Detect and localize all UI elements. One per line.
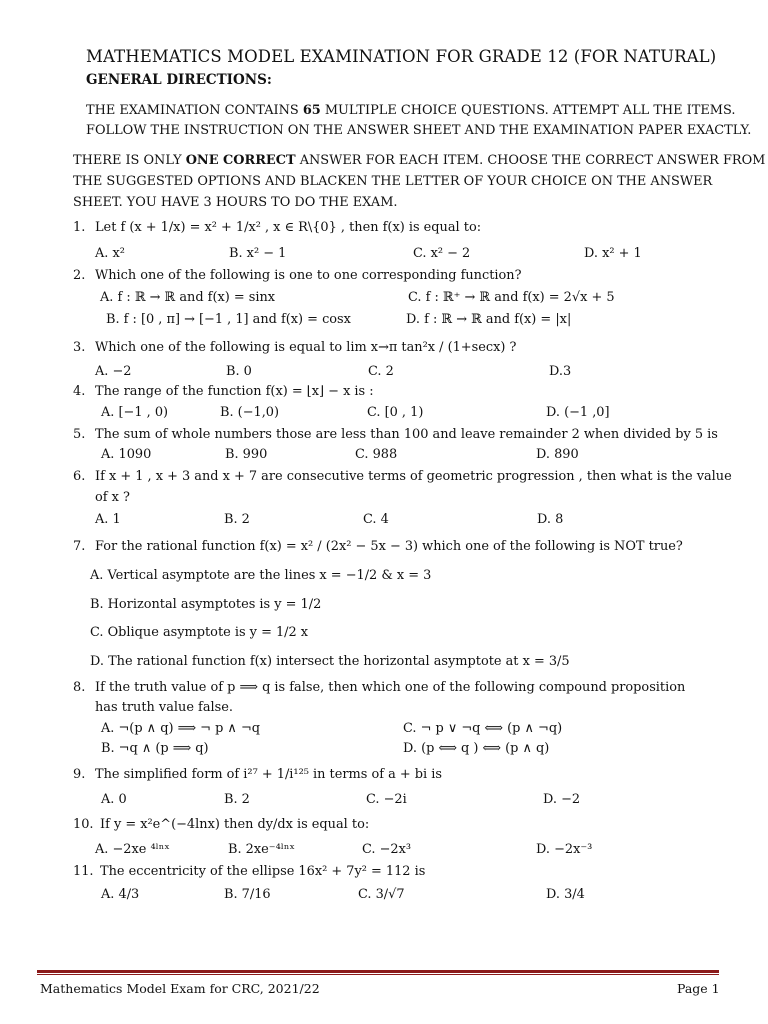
question-8-option-b: B. ¬q ∧ (p ⟹ q) <box>101 741 209 756</box>
directions-paragraph-1: THE EXAMINATION CONTAINS 65 MULTIPLE CHOICE QUESTIONS. ATTEMPT ALL THE ITEMS. FOLLOW THE INSTRUCTION ON THE ANSWER SHEET AND THE EXAMINATION PAPER EXACTLY. <box>86 103 752 138</box>
question-6-text: If x + 1 , x + 3 and x + 7 are consecutive terms of geometric progression , then what is the value <box>95 469 732 484</box>
question-2-number: 2. <box>73 268 86 283</box>
question-8-option-a: A. ¬(p ∧ q) ⟹ ¬ p ∧ ¬q <box>101 721 261 736</box>
question-7-number: 7. <box>73 539 86 554</box>
question-1-option-d: D. x² + 1 <box>584 246 642 261</box>
question-7-text: For the rational function f(x) = x² / (2x² − 5x − 3) which one of the following is NOT true? <box>95 539 683 554</box>
question-10-option-d: D. −2x⁻³ <box>536 842 593 857</box>
footer-exam-name: Mathematics Model Exam for CRC, 2021/22 <box>40 981 320 996</box>
question-2-option-c: C. f : ℝ⁺ → ℝ and f(x) = 2√x + 5 <box>408 290 615 305</box>
question-6-option-b: B. 2 <box>224 512 250 527</box>
general-directions-heading: GENERAL DIRECTIONS: <box>86 72 272 88</box>
question-5-option-b: B. 990 <box>225 447 268 462</box>
question-9-option-b: B. 2 <box>224 792 250 807</box>
question-2-option-a: A. f : ℝ → ℝ and f(x) = sinx <box>100 290 276 305</box>
question-11-option-a: A. 4/3 <box>101 887 140 902</box>
question-3-option-a: A. −2 <box>95 364 132 379</box>
question-5-text: The sum of whole numbers those are less than 100 and leave remainder 2 when divided by 5 is <box>95 427 718 442</box>
footer-rule-thin <box>37 974 719 975</box>
question-3-option-c: C. 2 <box>368 364 394 379</box>
question-5-option-a: A. 1090 <box>101 447 152 462</box>
question-10-text: If y = x²e^(−4lnx) then dy/dx is equal to: <box>100 817 370 832</box>
question-11-number: 11. <box>73 864 94 879</box>
question-6-number: 6. <box>73 469 86 484</box>
question-4-option-a: A. [−1 , 0) <box>101 405 169 420</box>
question-7-option-d: D. The rational function f(x) intersect the horizontal asymptote at x = 3/5 <box>90 654 570 669</box>
question-11-text: The eccentricity of the ellipse 16x² + 7y² = 112 is <box>100 864 426 879</box>
question-8-text: If the truth value of p ⟹ q is false, then which one of the following compound proposition <box>95 680 686 695</box>
question-5-number: 5. <box>73 427 86 442</box>
footer-rule-thick <box>37 970 719 973</box>
question-3-text: Which one of the following is equal to lim x→π tan²x / (1+secx) ? <box>95 340 517 355</box>
question-9-option-d: D. −2 <box>543 792 581 807</box>
question-3-option-d: D.3 <box>549 364 572 379</box>
question-4-option-d: D. (−1 ,0] <box>546 405 610 420</box>
question-1-option-b: B. x² − 1 <box>229 246 287 261</box>
question-7-option-b: B. Horizontal asymptotes is y = 1/2 <box>90 597 322 612</box>
question-10-option-c: C. −2x³ <box>362 842 412 857</box>
question-10-option-a: A. −2xe ⁴ˡⁿˣ <box>95 842 170 857</box>
question-9-option-a: A. 0 <box>101 792 127 807</box>
question-9-text: The simplified form of i²⁷ + 1/i¹²⁵ in terms of a + bi is <box>95 767 442 782</box>
question-4-option-c: C. [0 , 1) <box>367 405 424 420</box>
question-11-option-b: B. 7/16 <box>224 887 271 902</box>
question-4-number: 4. <box>73 384 86 399</box>
question-7-option-c: C. Oblique asymptote is y = 1/2 x <box>90 625 309 640</box>
page-title: MATHEMATICS MODEL EXAMINATION FOR GRADE 12 (FOR NATURAL) <box>86 47 717 66</box>
question-2-option-d: D. f : ℝ → ℝ and f(x) = |x| <box>406 312 572 327</box>
question-5-option-c: C. 988 <box>355 447 398 462</box>
question-10-number: 10. <box>73 817 94 832</box>
question-8-option-c: C. ¬ p ∨ ¬q ⟺ (p ∧ ¬q) <box>403 721 563 736</box>
question-1-option-c: C. x² − 2 <box>413 246 471 261</box>
question-10-option-b: B. 2xe⁻⁴ˡⁿˣ <box>228 842 295 857</box>
question-2-option-b: B. f : [0 , π] → [−1 , 1] and f(x) = cosx <box>106 312 351 327</box>
question-6-text-continued: of x ? <box>95 490 130 505</box>
question-1-option-a: A. x² <box>95 246 125 261</box>
question-9-number: 9. <box>73 767 86 782</box>
question-4-option-b: B. (−1,0) <box>220 405 280 420</box>
question-1-number: 1. <box>73 220 86 235</box>
question-7-option-a: A. Vertical asymptote are the lines x = −1/2 & x = 3 <box>90 568 432 583</box>
question-2-text: Which one of the following is one to one corresponding function? <box>95 268 522 283</box>
question-9-option-c: C. −2i <box>366 792 407 807</box>
question-3-number: 3. <box>73 340 86 355</box>
question-6-option-d: D. 8 <box>537 512 564 527</box>
question-8-number: 8. <box>73 680 86 695</box>
question-11-option-d: D. 3/4 <box>546 887 585 902</box>
directions-paragraph-2: THERE IS ONLY ONE CORRECT ANSWER FOR EACH ITEM. CHOOSE THE CORRECT ANSWER FROM THE SUGGESTED OPTIONS AND BLACKEN THE LETTER OF YOUR CHOICE ON THE ANSWER SHEET. YOU HAVE 3 HOURS TO DO THE EXAM. <box>73 153 766 210</box>
question-8-option-d: D. (p ⟺ q ) ⟺ (p ∧ q) <box>403 741 550 756</box>
question-11-option-c: C. 3/√7 <box>358 887 405 902</box>
question-8-text-continued: has truth value false. <box>95 700 233 715</box>
question-6-option-c: C. 4 <box>363 512 389 527</box>
question-5-option-d: D. 890 <box>536 447 579 462</box>
question-3-option-b: B. 0 <box>226 364 252 379</box>
question-4-text: The range of the function f(x) = ⌊x⌋ − x is : <box>95 384 374 399</box>
question-6-option-a: A. 1 <box>95 512 121 527</box>
footer-page-number: Page 1 <box>677 981 720 996</box>
question-1-text: Let f (x + 1/x) = x² + 1/x² , x ∈ R\{0} , then f(x) is equal to: <box>95 220 482 235</box>
